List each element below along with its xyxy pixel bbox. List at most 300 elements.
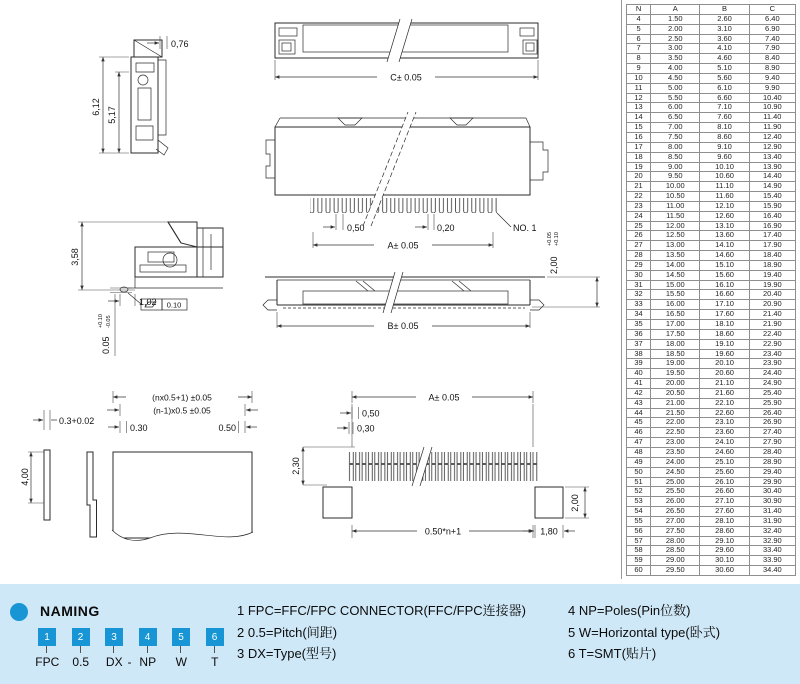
flatness-value: 0.10 bbox=[166, 300, 182, 310]
table-cell: 23 bbox=[627, 201, 651, 211]
dim-pcb-a: A± 0.05 bbox=[428, 392, 460, 403]
table-cell: 14 bbox=[627, 113, 651, 123]
table-cell: 10.50 bbox=[651, 192, 700, 202]
naming-note-line: 5 W=Horizontal type(卧式) bbox=[568, 624, 721, 640]
table-cell: 15.90 bbox=[749, 201, 795, 211]
table-cell: 22.90 bbox=[749, 339, 795, 349]
top-view-drawing bbox=[266, 112, 548, 251]
table-cell: 11.00 bbox=[651, 201, 700, 211]
table-cell: 13 bbox=[627, 103, 651, 113]
table-cell: 43 bbox=[627, 398, 651, 408]
table-cell: 8.00 bbox=[651, 142, 700, 152]
table-row bbox=[627, 349, 796, 359]
naming-notes-right bbox=[568, 600, 720, 665]
table-cell: 16.00 bbox=[651, 300, 700, 310]
table-cell: 18 bbox=[627, 152, 651, 162]
table-cell: 19.10 bbox=[700, 339, 749, 349]
table-cell: 25 bbox=[627, 221, 651, 231]
dim-cable-conductor-span: (n-1)x0.5 ±0.05 bbox=[153, 405, 211, 416]
table-row bbox=[627, 516, 796, 526]
table-cell: 40 bbox=[627, 369, 651, 379]
spec-table bbox=[626, 4, 796, 576]
table-cell: 36 bbox=[627, 329, 651, 339]
table-cell: 29.40 bbox=[749, 467, 795, 477]
table-row bbox=[627, 408, 796, 418]
table-cell: 46 bbox=[627, 428, 651, 438]
col-header-a: A bbox=[651, 5, 700, 15]
table-cell: 6.40 bbox=[749, 14, 795, 24]
table-cell: 12.40 bbox=[749, 132, 795, 142]
table-row bbox=[627, 359, 796, 369]
table-row bbox=[627, 93, 796, 103]
table-cell: 7.00 bbox=[651, 123, 700, 133]
table-row bbox=[627, 182, 796, 192]
table-cell: 27.50 bbox=[651, 526, 700, 536]
table-cell: 41 bbox=[627, 379, 651, 389]
table-row bbox=[627, 507, 796, 517]
table-cell: 19.40 bbox=[749, 270, 795, 280]
table-cell: 59 bbox=[627, 556, 651, 566]
col-header-b: B bbox=[700, 5, 749, 15]
table-cell: 19.50 bbox=[651, 369, 700, 379]
table-cell: 42 bbox=[627, 388, 651, 398]
dim-mounted-height-tol-lower: +0.10 bbox=[554, 232, 560, 246]
table-cell: 13.00 bbox=[651, 241, 700, 251]
table-cell: 10.60 bbox=[700, 172, 749, 182]
table-cell: 25.50 bbox=[651, 487, 700, 497]
naming-code-diagram bbox=[35, 628, 248, 669]
table-row bbox=[627, 329, 796, 339]
table-row bbox=[627, 379, 796, 389]
table-cell: 44 bbox=[627, 408, 651, 418]
table-cell: 28.10 bbox=[700, 516, 749, 526]
col-header-n: N bbox=[627, 5, 651, 15]
naming-label-3: DX bbox=[105, 655, 123, 669]
table-cell: 12.60 bbox=[700, 211, 749, 221]
table-row bbox=[627, 211, 796, 221]
table-cell: 9 bbox=[627, 64, 651, 74]
table-cell: 23.50 bbox=[651, 447, 700, 457]
naming-note-line: 3 DX=Type(型号) bbox=[237, 646, 337, 661]
table-cell: 15.50 bbox=[651, 290, 700, 300]
table-row bbox=[627, 64, 796, 74]
table-cell: 24.60 bbox=[700, 447, 749, 457]
table-cell: 26.50 bbox=[651, 507, 700, 517]
table-cell: 28.90 bbox=[749, 457, 795, 467]
table-cell: 4.60 bbox=[700, 54, 749, 64]
table-cell: 19.00 bbox=[651, 359, 700, 369]
table-cell: 23.90 bbox=[749, 359, 795, 369]
table-row bbox=[627, 54, 796, 64]
table-cell: 23.60 bbox=[700, 428, 749, 438]
table-cell: 15.10 bbox=[700, 260, 749, 270]
table-cell: 6.10 bbox=[700, 83, 749, 93]
table-cell: 10.10 bbox=[700, 162, 749, 172]
table-cell: 57 bbox=[627, 536, 651, 546]
naming-box-row bbox=[38, 628, 248, 646]
table-row bbox=[627, 260, 796, 270]
table-cell: 4.00 bbox=[651, 64, 700, 74]
table-cell: 31 bbox=[627, 280, 651, 290]
table-cell: 30 bbox=[627, 270, 651, 280]
table-cell: 28.40 bbox=[749, 447, 795, 457]
table-cell: 6.90 bbox=[749, 24, 795, 34]
table-cell: 29.50 bbox=[651, 566, 700, 576]
dim-c: C± 0.05 bbox=[390, 72, 422, 83]
table-cell: 49 bbox=[627, 457, 651, 467]
table-cell: 50 bbox=[627, 467, 651, 477]
dim-mounted-height-tol-upper: +0.05 bbox=[547, 232, 553, 246]
table-cell: 22.40 bbox=[749, 329, 795, 339]
table-row bbox=[627, 83, 796, 93]
table-cell: 16.50 bbox=[651, 310, 700, 320]
table-row bbox=[627, 497, 796, 507]
table-cell: 16.90 bbox=[749, 221, 795, 231]
table-cell: 20.90 bbox=[749, 300, 795, 310]
table-cell: 22.50 bbox=[651, 428, 700, 438]
table-cell: 47 bbox=[627, 438, 651, 448]
side-view-left-drawing bbox=[70, 222, 223, 356]
table-cell: 15.00 bbox=[651, 280, 700, 290]
table-cell: 9.50 bbox=[651, 172, 700, 182]
table-cell: 18.60 bbox=[700, 329, 749, 339]
table-cell: 21.10 bbox=[700, 379, 749, 389]
naming-label-5: W bbox=[175, 655, 187, 669]
table-cell: 21.00 bbox=[651, 398, 700, 408]
table-cell: 2.50 bbox=[651, 34, 700, 44]
table-cell: 25.60 bbox=[700, 467, 749, 477]
naming-note-line: 6 T=SMT(贴片) bbox=[568, 646, 657, 661]
table-cell: 22.60 bbox=[700, 408, 749, 418]
table-cell: 27.60 bbox=[700, 507, 749, 517]
dim-pin-width: 0,20 bbox=[437, 223, 455, 233]
table-row bbox=[627, 398, 796, 408]
table-cell: 3.60 bbox=[700, 34, 749, 44]
table-cell: 10.90 bbox=[749, 103, 795, 113]
spec-table-body bbox=[627, 14, 796, 575]
table-cell: 21.50 bbox=[651, 408, 700, 418]
table-cell: 4.50 bbox=[651, 73, 700, 83]
table-cell: 8 bbox=[627, 54, 651, 64]
table-cell: 3.10 bbox=[700, 24, 749, 34]
table-row bbox=[627, 231, 796, 241]
dim-a: A± 0.05 bbox=[387, 240, 419, 251]
table-cell: 16.40 bbox=[749, 211, 795, 221]
cable-section-drawing bbox=[20, 410, 97, 537]
bullet-icon bbox=[10, 603, 28, 621]
table-row bbox=[627, 290, 796, 300]
table-cell: 9.00 bbox=[651, 162, 700, 172]
table-cell: 23.40 bbox=[749, 349, 795, 359]
table-cell: 8.10 bbox=[700, 123, 749, 133]
naming-box-2: 2 bbox=[72, 628, 90, 646]
naming-section bbox=[0, 584, 800, 684]
naming-note-line: 1 FPC=FFC/FPC CONNECTOR(FFC/FPC连接器) bbox=[237, 603, 527, 618]
table-row bbox=[627, 428, 796, 438]
table-cell: 9.60 bbox=[700, 152, 749, 162]
table-cell: 9.10 bbox=[700, 142, 749, 152]
table-cell: 26.00 bbox=[651, 497, 700, 507]
table-row bbox=[627, 113, 796, 123]
table-row bbox=[627, 566, 796, 576]
dim-anchor-pad-width: 1,80 bbox=[540, 526, 558, 537]
table-cell: 20.50 bbox=[651, 388, 700, 398]
dim-cable-thickness: 0.3+0.02 bbox=[59, 416, 95, 426]
table-cell: 24.00 bbox=[651, 457, 700, 467]
table-row bbox=[627, 556, 796, 566]
table-cell: 13.90 bbox=[749, 162, 795, 172]
dim-mounted-height: 2,00 bbox=[549, 256, 559, 274]
naming-box-3: 3 bbox=[105, 628, 123, 646]
dim-pad-length: 2,30 bbox=[291, 457, 301, 475]
table-cell: 18.10 bbox=[700, 320, 749, 330]
table-cell: 56 bbox=[627, 526, 651, 536]
table-row bbox=[627, 369, 796, 379]
table-cell: 32.40 bbox=[749, 526, 795, 536]
table-cell: 9.90 bbox=[749, 83, 795, 93]
table-row bbox=[627, 467, 796, 477]
table-cell: 26.90 bbox=[749, 418, 795, 428]
table-row bbox=[627, 73, 796, 83]
table-cell: 18.50 bbox=[651, 349, 700, 359]
table-cell: 14.10 bbox=[700, 241, 749, 251]
table-cell: 8.60 bbox=[700, 132, 749, 142]
table-cell: 19 bbox=[627, 162, 651, 172]
table-cell: 11.50 bbox=[651, 211, 700, 221]
table-cell: 25.00 bbox=[651, 477, 700, 487]
table-cell: 20.00 bbox=[651, 379, 700, 389]
dim-standoff-tol-upper: +0.10 bbox=[98, 314, 104, 328]
table-cell: 14.40 bbox=[749, 172, 795, 182]
table-row bbox=[627, 34, 796, 44]
table-cell: 27.40 bbox=[749, 428, 795, 438]
naming-note-line: 4 NP=Poles(Pin位数) bbox=[568, 603, 691, 618]
table-cell: 31.40 bbox=[749, 507, 795, 517]
table-cell: 4.10 bbox=[700, 44, 749, 54]
table-row bbox=[627, 487, 796, 497]
table-cell: 16.60 bbox=[700, 290, 749, 300]
table-row bbox=[627, 132, 796, 142]
table-cell: 15.60 bbox=[700, 270, 749, 280]
table-cell: 54 bbox=[627, 507, 651, 517]
table-row bbox=[627, 546, 796, 556]
table-cell: 24.90 bbox=[749, 379, 795, 389]
table-cell: 39 bbox=[627, 359, 651, 369]
table-cell: 13.60 bbox=[700, 231, 749, 241]
pcb-layout-drawing bbox=[291, 391, 589, 538]
table-cell: 58 bbox=[627, 546, 651, 556]
table-cell: 38 bbox=[627, 349, 651, 359]
table-cell: 31.90 bbox=[749, 516, 795, 526]
table-cell: 28.00 bbox=[651, 536, 700, 546]
naming-label-6: T bbox=[211, 655, 219, 669]
table-cell: 52 bbox=[627, 487, 651, 497]
table-cell: 13.40 bbox=[749, 152, 795, 162]
table-row bbox=[627, 280, 796, 290]
table-cell: 20.60 bbox=[700, 369, 749, 379]
naming-box-5: 5 bbox=[172, 628, 190, 646]
table-cell: 6 bbox=[627, 34, 651, 44]
table-cell: 17.10 bbox=[700, 300, 749, 310]
table-row bbox=[627, 457, 796, 467]
table-cell: 12.50 bbox=[651, 231, 700, 241]
table-cell: 29.90 bbox=[749, 477, 795, 487]
dim-pad-width: 0,30 bbox=[357, 423, 375, 434]
table-cell: 10.40 bbox=[749, 93, 795, 103]
table-cell: 6.00 bbox=[651, 103, 700, 113]
table-cell: 32 bbox=[627, 290, 651, 300]
table-cell: 17.00 bbox=[651, 320, 700, 330]
table-cell: 17 bbox=[627, 142, 651, 152]
table-cell: 53 bbox=[627, 497, 651, 507]
pin1-label: NO. 1 bbox=[513, 223, 537, 233]
table-cell: 7.60 bbox=[700, 113, 749, 123]
table-cell: 12 bbox=[627, 93, 651, 103]
table-cell: 23.10 bbox=[700, 418, 749, 428]
table-cell: 24.40 bbox=[749, 369, 795, 379]
table-cell: 17.60 bbox=[700, 310, 749, 320]
table-cell: 28.50 bbox=[651, 546, 700, 556]
naming-title: NAMING bbox=[40, 603, 100, 619]
table-cell: 26.40 bbox=[749, 408, 795, 418]
table-cell: 3.50 bbox=[651, 54, 700, 64]
table-cell: 21.90 bbox=[749, 320, 795, 330]
table-cell: 8.50 bbox=[651, 152, 700, 162]
dim-footprint-span: 0.50*n+1 bbox=[424, 526, 462, 537]
table-cell: 20.40 bbox=[749, 290, 795, 300]
table-cell: 5 bbox=[627, 24, 651, 34]
table-cell: 16.10 bbox=[700, 280, 749, 290]
table-header-row bbox=[627, 5, 796, 15]
table-cell: 24.10 bbox=[700, 438, 749, 448]
table-cell: 11.10 bbox=[700, 182, 749, 192]
table-cell: 7 bbox=[627, 44, 651, 54]
table-cell: 14.90 bbox=[749, 182, 795, 192]
naming-box-4: 4 bbox=[139, 628, 157, 646]
table-cell: 24 bbox=[627, 211, 651, 221]
table-cell: 37 bbox=[627, 339, 651, 349]
table-row bbox=[627, 477, 796, 487]
table-row bbox=[627, 201, 796, 211]
table-cell: 18.00 bbox=[651, 339, 700, 349]
table-row bbox=[627, 221, 796, 231]
table-cell: 4 bbox=[627, 14, 651, 24]
dim-terminal-length: 1,02 bbox=[139, 297, 157, 307]
table-cell: 15.40 bbox=[749, 192, 795, 202]
table-cell: 27.00 bbox=[651, 516, 700, 526]
naming-box-6: 6 bbox=[206, 628, 224, 646]
table-cell: 5.10 bbox=[700, 64, 749, 74]
table-cell: 27.10 bbox=[700, 497, 749, 507]
table-cell: 30.90 bbox=[749, 497, 795, 507]
table-cell: 22.10 bbox=[700, 398, 749, 408]
table-row bbox=[627, 447, 796, 457]
naming-label-4: NP bbox=[139, 655, 157, 669]
table-cell: 35 bbox=[627, 320, 651, 330]
dim-conductor-width: 0.30 bbox=[130, 423, 148, 433]
table-cell: 26 bbox=[627, 231, 651, 241]
table-cell: 7.50 bbox=[651, 132, 700, 142]
table-cell: 27.90 bbox=[749, 438, 795, 448]
table-row bbox=[627, 123, 796, 133]
table-cell: 10 bbox=[627, 73, 651, 83]
table-cell: 13.50 bbox=[651, 251, 700, 261]
table-cell: 23.00 bbox=[651, 438, 700, 448]
dim-pitch: 0,50 bbox=[347, 223, 365, 233]
table-row bbox=[627, 142, 796, 152]
dim-b: B± 0.05 bbox=[387, 321, 419, 331]
table-cell: 45 bbox=[627, 418, 651, 428]
naming-note-line: 2 0.5=Pitch(间距) bbox=[237, 624, 338, 640]
table-cell: 11 bbox=[627, 83, 651, 93]
table-cell: 21 bbox=[627, 182, 651, 192]
table-cell: 16 bbox=[627, 132, 651, 142]
table-cell: 5.50 bbox=[651, 93, 700, 103]
table-cell: 1.50 bbox=[651, 14, 700, 24]
table-cell: 51 bbox=[627, 477, 651, 487]
table-cell: 33 bbox=[627, 300, 651, 310]
table-cell: 7.40 bbox=[749, 34, 795, 44]
table-cell: 26.10 bbox=[700, 477, 749, 487]
table-row bbox=[627, 526, 796, 536]
table-cell: 11.60 bbox=[700, 192, 749, 202]
table-cell: 12.10 bbox=[700, 201, 749, 211]
dim-height-inner: 5,17 bbox=[107, 106, 117, 124]
table-cell: 8.90 bbox=[749, 64, 795, 74]
table-cell: 8.40 bbox=[749, 54, 795, 64]
dim-pad-pitch: 0,50 bbox=[362, 408, 380, 419]
table-cell: 17.90 bbox=[749, 241, 795, 251]
cable-top-view-drawing bbox=[107, 391, 258, 540]
naming-label-2: 0.5 bbox=[72, 655, 90, 669]
table-cell: 22 bbox=[627, 192, 651, 202]
table-cell: 29.10 bbox=[700, 536, 749, 546]
dim-open-height: 3,58 bbox=[70, 248, 80, 266]
dim-actuator-thickness: 0,76 bbox=[171, 39, 189, 49]
table-cell: 48 bbox=[627, 447, 651, 457]
naming-dash: - bbox=[127, 655, 132, 669]
table-row bbox=[627, 192, 796, 202]
table-cell: 17.40 bbox=[749, 231, 795, 241]
table-cell: 14.00 bbox=[651, 260, 700, 270]
dim-cable-total-width: (nx0.5+1) ±0.05 bbox=[152, 392, 212, 403]
table-cell: 5.00 bbox=[651, 83, 700, 93]
table-cell: 22.00 bbox=[651, 418, 700, 428]
dim-stiffener-length: 4,00 bbox=[20, 468, 30, 486]
table-row bbox=[627, 241, 796, 251]
table-cell: 25.90 bbox=[749, 398, 795, 408]
table-cell: 30.10 bbox=[700, 556, 749, 566]
table-cell: 21.40 bbox=[749, 310, 795, 320]
table-row bbox=[627, 152, 796, 162]
table-cell: 29.60 bbox=[700, 546, 749, 556]
table-cell: 2.60 bbox=[700, 14, 749, 24]
table-cell: 19.60 bbox=[700, 349, 749, 359]
table-cell: 21.60 bbox=[700, 388, 749, 398]
table-row bbox=[627, 251, 796, 261]
table-cell: 7.90 bbox=[749, 44, 795, 54]
table-cell: 14.50 bbox=[651, 270, 700, 280]
table-cell: 32.90 bbox=[749, 536, 795, 546]
table-row bbox=[627, 536, 796, 546]
dim-height-total: 6,12 bbox=[91, 98, 101, 116]
table-cell: 28 bbox=[627, 251, 651, 261]
table-cell: 2.00 bbox=[651, 24, 700, 34]
table-cell: 27 bbox=[627, 241, 651, 251]
table-row bbox=[627, 418, 796, 428]
table-cell: 24.50 bbox=[651, 467, 700, 477]
table-cell: 29 bbox=[627, 260, 651, 270]
